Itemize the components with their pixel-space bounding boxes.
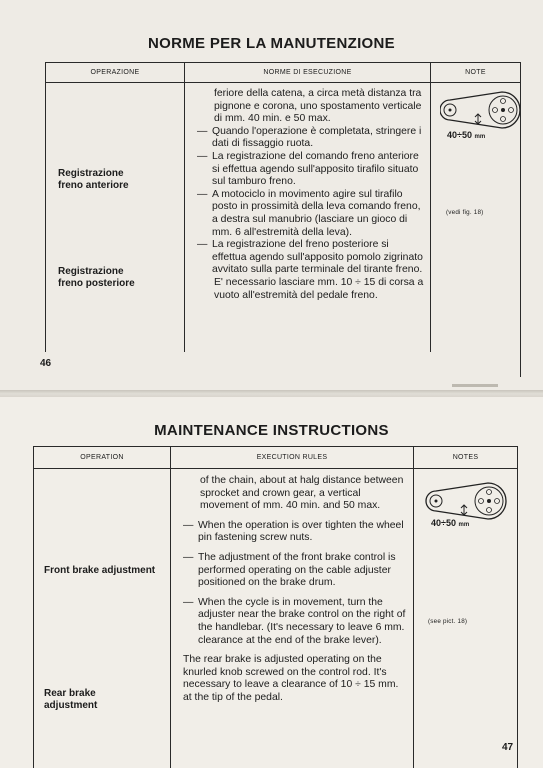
page-47 — [0, 397, 543, 768]
header-divider — [45, 82, 521, 83]
header-notes: NOTES — [452, 454, 479, 461]
header-notes: NOTE — [465, 69, 486, 76]
rules-continuation: of the chain, about at halg distance between sprocket and crown gear, a vertical movement of mm. 40 min. and 50 max. — [200, 475, 404, 512]
page-number: 46 — [40, 358, 52, 369]
label-front-brake: Front brake adjustment — [44, 565, 156, 576]
chain-slack-label: 40÷50 mm — [447, 130, 486, 140]
column-divider — [184, 62, 185, 352]
label-front-brake: Registrazione freno anteriore — [58, 168, 129, 191]
table-top-border — [33, 446, 518, 447]
rules-continuation: feriore della catena, a circa metà distanza tra pignone e corona, uno spostamento verticale di mm. 40 min. e 50 max. — [214, 88, 422, 125]
list-item: — La registrazione del comando freno anteriore si effettua agendo sull'apposito tirafilo situato sul tamburo freno. — [197, 150, 419, 188]
rules-text — [183, 475, 409, 705]
list-item: — When the cycle is in movement, turn the adjuster near the brake control on the right of the handlebar. (It's necessary to leave 6 mm. clearance at the end of the brake lever). — [183, 596, 406, 646]
list-item: — A motociclo in movimento agire sul tirafilo posto in prossimità della leva comando freno, a destra sul manubrio (lasciare un gioco di mm. 6 all'estremità della leva). — [197, 188, 421, 238]
page-number: 47 — [502, 742, 514, 753]
label-rear-brake: Rear brake adjustment — [44, 688, 98, 711]
list-item: — The adjustment of the front brake control is performed operating on the cable adjuster positioned on the brake drum. — [183, 551, 396, 589]
note-reference: (see pict. 18) — [428, 618, 468, 625]
header-rules: EXECUTION RULES — [256, 454, 328, 461]
left-border — [33, 446, 34, 768]
header-operation: OPERAZIONE — [90, 69, 140, 76]
page-title: NORME PER LA MANUTENZIONE — [148, 35, 395, 52]
list-item: — When the operation is over tighten the wheel pin fastening screw nuts. — [183, 519, 404, 544]
note-reference: (vedi fig. 18) — [446, 209, 484, 216]
column-divider — [170, 446, 171, 768]
chain-slack-label: 40÷50 mm — [431, 518, 470, 528]
rules-trailing: E' necessario lasciare mm. 10 ÷ 15 di corsa a vuoto all'estremità del pedale freno. — [214, 276, 424, 301]
column-divider — [430, 62, 431, 352]
column-divider — [413, 446, 414, 768]
chain-diagram-icon — [440, 90, 520, 132]
chain-diagram-icon — [424, 481, 508, 523]
left-border — [45, 62, 46, 352]
right-border — [517, 446, 518, 768]
table-top-border — [45, 62, 521, 63]
list-item: — La registrazione del freno posteriore si effettua agendo sull'apposito pomolo zigrinato avvitato sulla parte terminale del tirante freno. — [197, 239, 423, 276]
list-item: — Quando l'operazione è completata, stringere i dati di fissaggio ruota. — [197, 125, 422, 150]
label-rear-brake: Registrazione freno posteriore — [58, 266, 135, 289]
header-divider — [33, 468, 518, 469]
page-title: MAINTENANCE INSTRUCTIONS — [154, 422, 389, 439]
rules-text — [197, 88, 424, 302]
header-rules: NORME DI ESECUZIONE — [263, 69, 352, 76]
gutter-mark — [452, 384, 498, 387]
rules-trailing: The rear brake is adjusted operating on the knurled knob screwed on the control rod. It's necessary to leave a clearance of 10 ÷ 15 mm. at the tip of the pedal. — [183, 654, 399, 703]
header-operation: OPERATION — [80, 454, 124, 461]
right-border — [520, 62, 521, 377]
